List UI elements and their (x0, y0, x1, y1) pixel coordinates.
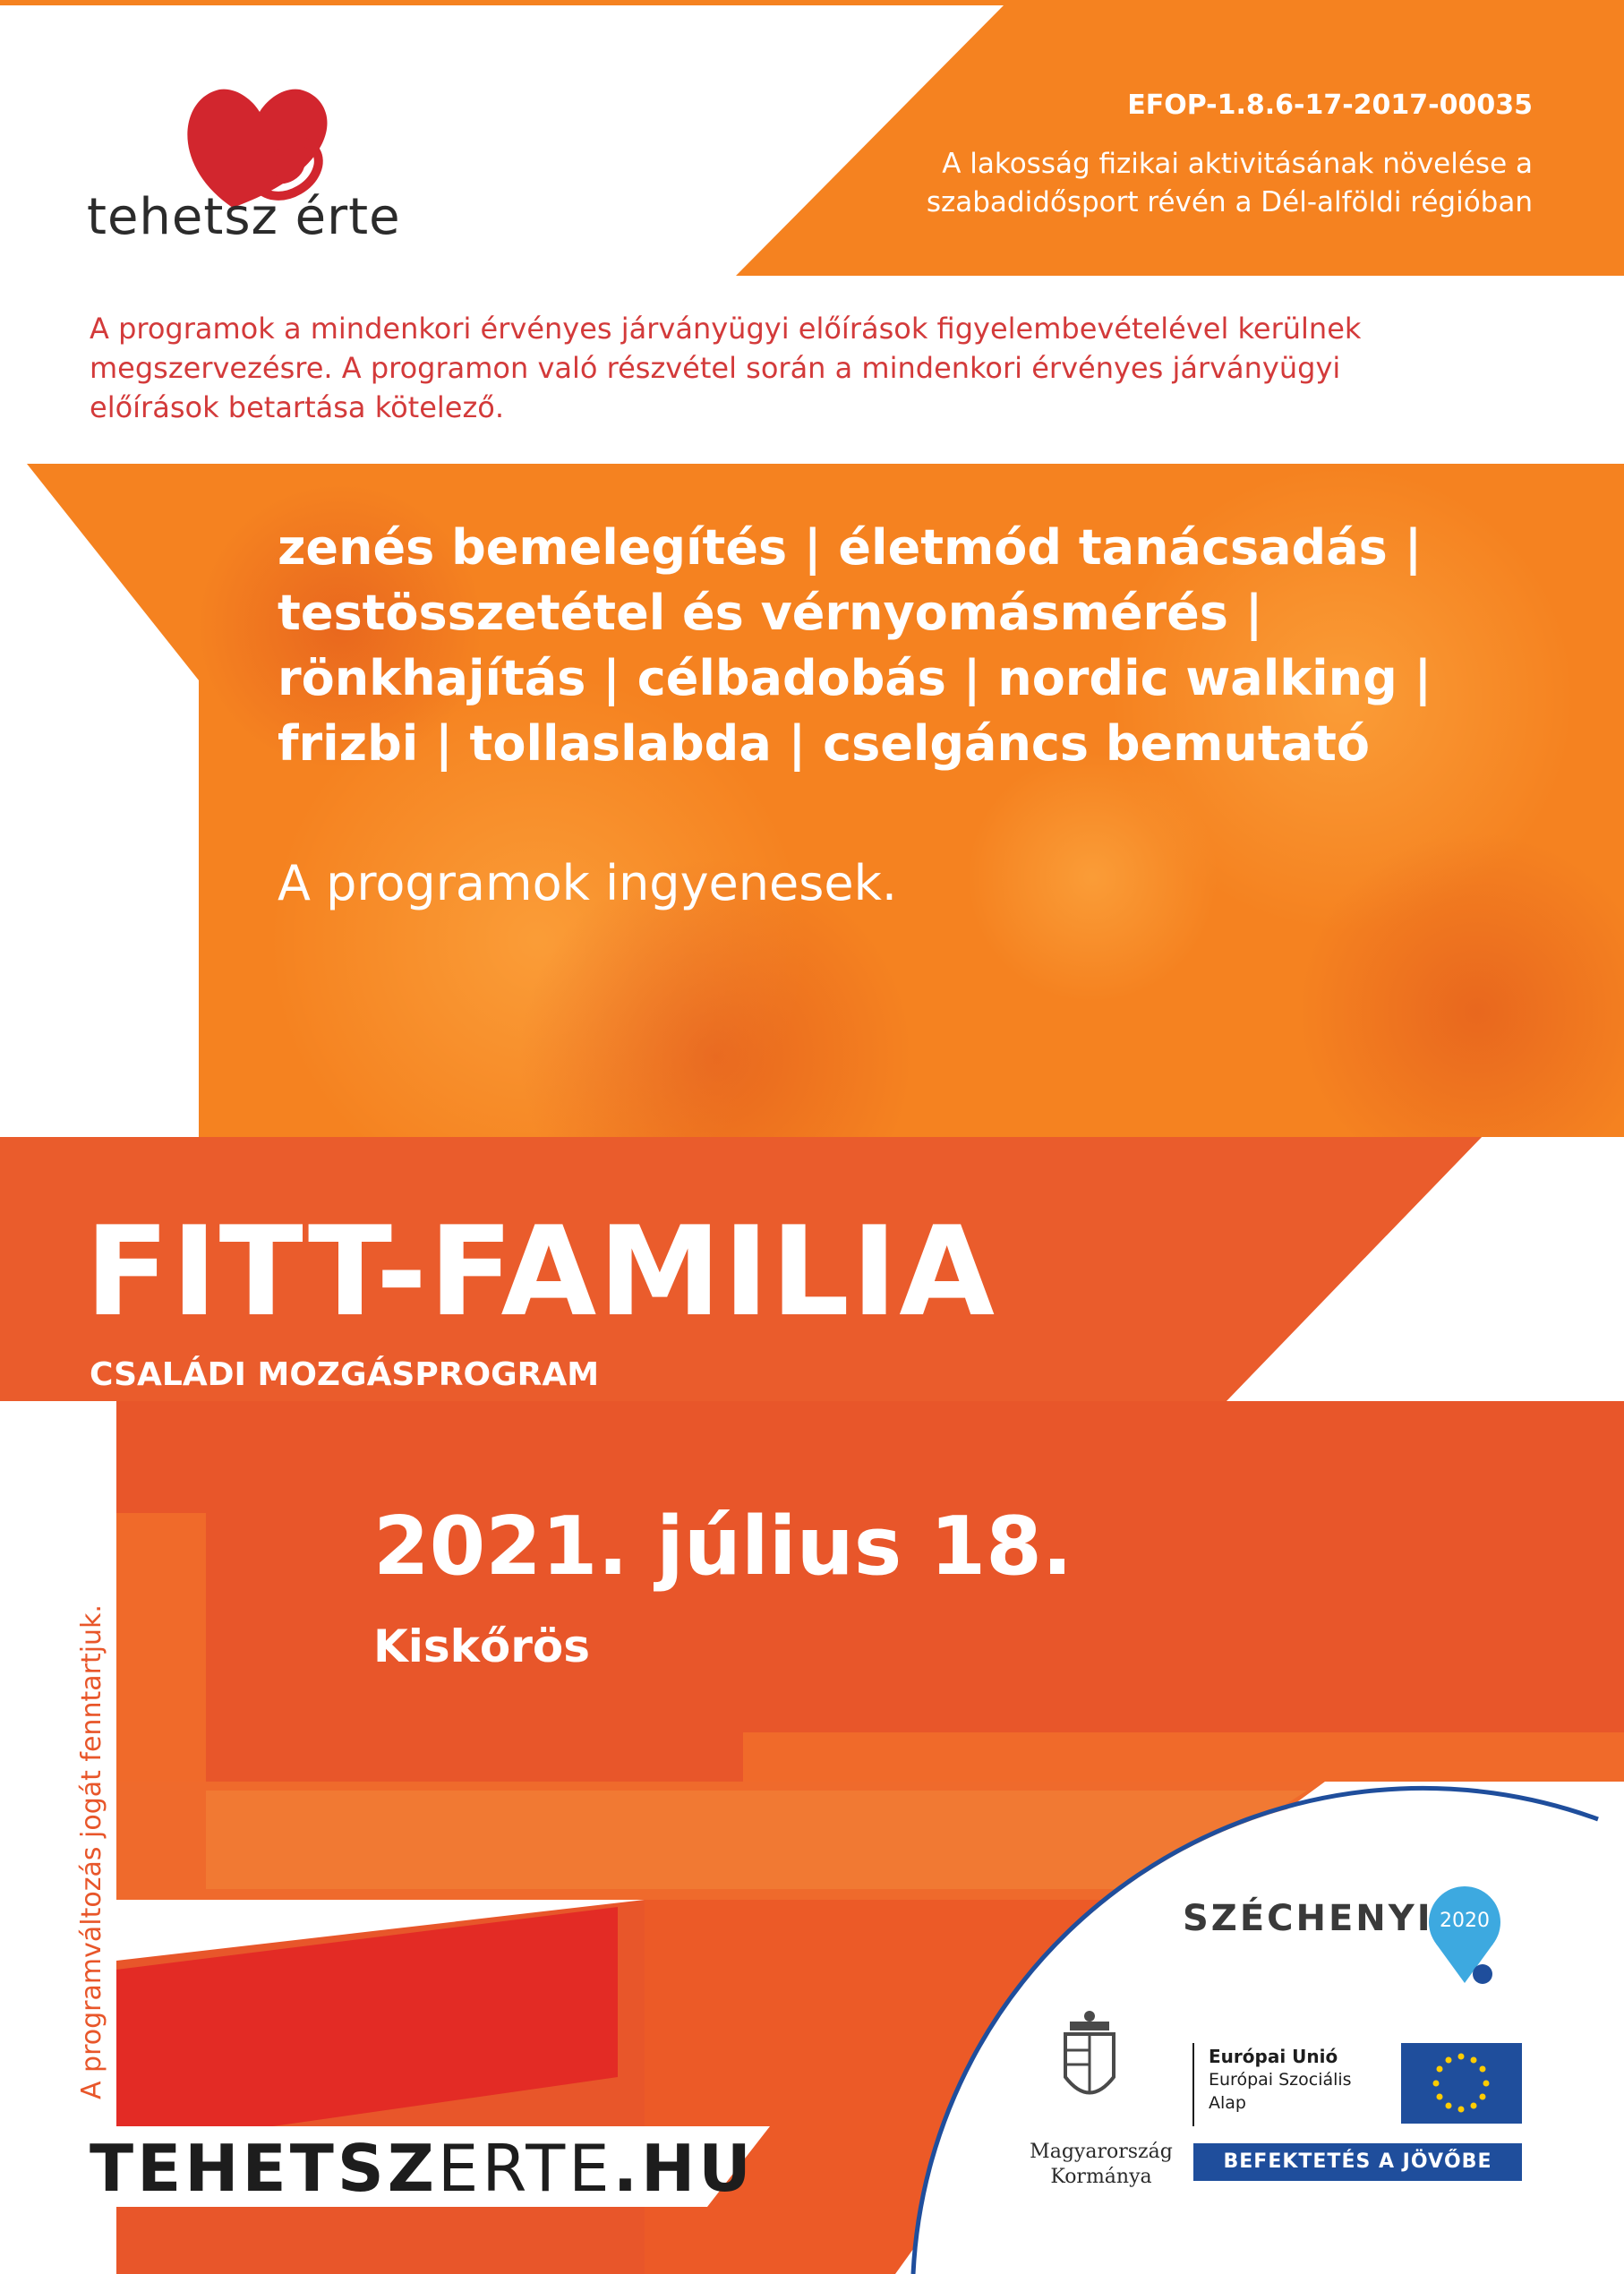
eu-fund-line-2: Alap (1209, 2093, 1246, 2113)
eu-fund-line-1: Európai Szociális (1209, 2070, 1352, 2090)
event-title: FITT-FAMILIA (85, 1200, 997, 1344)
eu-invest-banner: BEFEKTETÉS A JÖVŐBE (1193, 2143, 1522, 2181)
activities-list: zenés bemelegítés | életmód tanácsadás | testösszetétel és vérnyomásmérés | rönkhajítás | célbadobás | nordic walking | frizbi | tollaslabda | cselgáncs bemutató (278, 519, 1432, 772)
website-tld: .HU (612, 2131, 755, 2206)
program-change-note: A programváltozás jogát fenntartjuk. (76, 1604, 107, 2099)
event-date: 2021. július 18. (373, 1500, 1073, 1594)
project-subtitle: A lakosság fizikai aktivitásának növelése a szabadidősport révén a Dél-alföldi régióban (926, 148, 1533, 218)
epidemic-notice: A programok a mindenkori érvényes járványügyi előírások figyelembevételével kerülnek megszervezésre. A programon való részvétel során a mindenkori érvényes járványügyi előírások betartása kötelező. (90, 312, 1362, 424)
free-programs-text: A programok ingyenesek. (278, 855, 898, 911)
szechenyi-logo-text: SZÉCHENYI (1183, 1898, 1433, 1939)
event-city: Kiskőrös (373, 1620, 591, 1672)
project-code: EFOP-1.8.6-17-2017-00035 (1127, 90, 1533, 121)
szechenyi-year: 2020 (1440, 1910, 1490, 1932)
event-subtitle: CSALÁDI MOZGÁSPROGRAM (90, 1356, 600, 1393)
website-light: ERTE (437, 2131, 613, 2206)
eu-flag-icon (1401, 2043, 1522, 2124)
website-bold: TEHETSZ (90, 2131, 438, 2206)
government-line-1: Magyarország (1030, 2141, 1173, 2163)
website-link[interactable] (90, 2131, 755, 2206)
left-white-notch (0, 1401, 116, 1513)
government-line-2: Kormánya (1050, 2166, 1152, 2188)
eu-title: Európai Unió (1209, 2046, 1338, 2067)
header-band (736, 5, 1624, 276)
logo-text: tehetsz érte (87, 188, 401, 246)
government-logo-text (994, 2140, 1209, 2190)
top-strip (0, 0, 1624, 5)
